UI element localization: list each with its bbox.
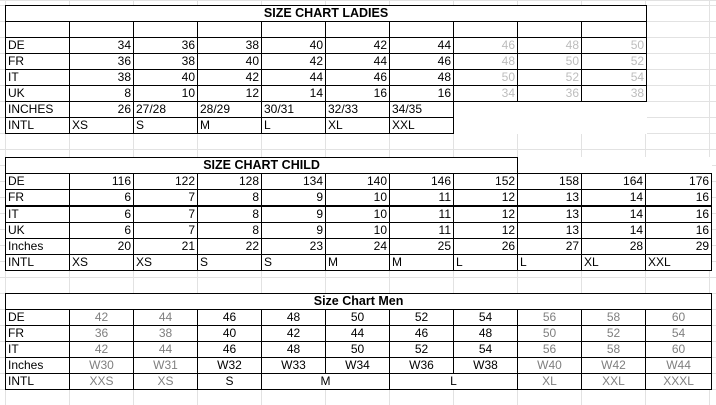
table-row: [6, 206, 712, 223]
cell[interactable]: W44: [646, 358, 712, 374]
cell[interactable]: 16: [326, 86, 390, 102]
cell[interactable]: XXL: [582, 374, 646, 390]
table-row: [6, 310, 712, 326]
men-title: Size Chart Men: [6, 294, 712, 310]
cell[interactable]: 13: [518, 223, 582, 239]
cell[interactable]: 50: [518, 326, 582, 342]
cell[interactable]: 42: [262, 326, 326, 342]
table-row: [6, 255, 712, 271]
cell[interactable]: 46: [390, 326, 454, 342]
row-label[interactable]: Inches: [6, 358, 70, 374]
cell[interactable]: 60: [646, 342, 712, 358]
cell[interactable]: 46: [198, 310, 262, 326]
cell[interactable]: 40: [262, 38, 326, 54]
cell[interactable]: 21: [134, 239, 198, 255]
row-label[interactable]: INTL: [6, 374, 70, 390]
cell[interactable]: 8: [198, 190, 262, 207]
cell[interactable]: 44: [390, 38, 454, 54]
child-title: SIZE CHART CHILD: [6, 158, 518, 174]
cell[interactable]: M: [262, 374, 390, 390]
cell[interactable]: 23: [262, 239, 326, 255]
empty-cells: [518, 158, 712, 174]
cell[interactable]: XL: [582, 255, 646, 271]
cell[interactable]: L: [454, 255, 518, 271]
cell[interactable]: 16: [646, 223, 712, 239]
ladies-size-table: [5, 5, 647, 134]
cell[interactable]: XS: [70, 118, 134, 134]
cell[interactable]: 28: [582, 239, 646, 255]
cell[interactable]: 27/28: [134, 102, 198, 118]
cell[interactable]: 38: [198, 38, 262, 54]
cell[interactable]: W34: [326, 358, 390, 374]
cell[interactable]: 9: [262, 206, 326, 223]
cell[interactable]: 54: [454, 342, 518, 358]
cell[interactable]: 40: [198, 326, 262, 342]
empty-cells: [454, 102, 647, 118]
cell[interactable]: 48: [518, 38, 582, 54]
cell[interactable]: 10: [326, 206, 390, 223]
cell[interactable]: 20: [70, 239, 134, 255]
cell[interactable]: 13: [518, 206, 582, 223]
row-label[interactable]: INCHES: [6, 102, 70, 118]
cell[interactable]: 30/31: [262, 102, 326, 118]
cell[interactable]: [198, 22, 262, 38]
cell[interactable]: 42: [198, 70, 262, 86]
cell[interactable]: 9: [262, 190, 326, 207]
cell[interactable]: L: [262, 118, 326, 134]
cell[interactable]: 38: [582, 86, 647, 102]
cell[interactable]: 52: [582, 326, 646, 342]
cell[interactable]: 60: [646, 310, 712, 326]
cell[interactable]: 36: [70, 54, 134, 70]
cell[interactable]: 11: [390, 223, 454, 239]
cell[interactable]: 128: [198, 174, 262, 190]
cell[interactable]: 42: [70, 342, 134, 358]
cell[interactable]: 12: [454, 190, 518, 207]
table-row: [6, 342, 712, 358]
cell[interactable]: 164: [582, 174, 646, 190]
cell[interactable]: [6, 22, 70, 38]
cell[interactable]: 44: [262, 70, 326, 86]
cell[interactable]: M: [198, 118, 262, 134]
cell[interactable]: 7: [134, 190, 198, 207]
cell[interactable]: 8: [198, 223, 262, 239]
cell[interactable]: 58: [582, 342, 646, 358]
cell[interactable]: 50: [518, 54, 582, 70]
cell[interactable]: M: [390, 255, 454, 271]
cell[interactable]: 48: [454, 326, 518, 342]
row-label[interactable]: UK: [6, 223, 70, 239]
table-row: [6, 374, 712, 390]
row-label[interactable]: FR: [6, 326, 70, 342]
cell[interactable]: 48: [454, 54, 518, 70]
cell[interactable]: 9: [262, 223, 326, 239]
cell[interactable]: 40: [198, 54, 262, 70]
cell[interactable]: 146: [390, 174, 454, 190]
table-row: [6, 118, 647, 134]
cell[interactable]: 176: [646, 174, 712, 190]
cell[interactable]: M: [326, 255, 390, 271]
cell[interactable]: 42: [70, 310, 134, 326]
cell[interactable]: 46: [454, 38, 518, 54]
cell[interactable]: 28/29: [198, 102, 262, 118]
cell[interactable]: 46: [390, 54, 454, 70]
cell[interactable]: 16: [390, 86, 454, 102]
cell[interactable]: S: [134, 118, 198, 134]
cell[interactable]: W38: [454, 358, 518, 374]
cell[interactable]: 56: [518, 310, 582, 326]
table-row: [6, 86, 647, 102]
cell[interactable]: 7: [134, 223, 198, 239]
cell[interactable]: 44: [326, 54, 390, 70]
cell[interactable]: 54: [454, 310, 518, 326]
cell[interactable]: 38: [134, 54, 198, 70]
table-row: [6, 239, 712, 255]
cell[interactable]: 52: [582, 54, 647, 70]
cell[interactable]: 24: [326, 239, 390, 255]
cell[interactable]: 6: [70, 223, 134, 239]
cell[interactable]: L: [518, 255, 582, 271]
cell[interactable]: 50: [454, 70, 518, 86]
cell[interactable]: 26: [454, 239, 518, 255]
cell[interactable]: 10: [134, 86, 198, 102]
row-label[interactable]: Inches: [6, 239, 70, 255]
cell[interactable]: 8: [198, 206, 262, 223]
row-label[interactable]: DE: [6, 38, 70, 54]
cell[interactable]: 50: [326, 310, 390, 326]
row-label[interactable]: FR: [6, 54, 70, 70]
cell[interactable]: 14: [262, 86, 326, 102]
cell[interactable]: 34/35: [390, 102, 454, 118]
cell[interactable]: 44: [134, 310, 198, 326]
cell[interactable]: 36: [134, 38, 198, 54]
cell[interactable]: XXL: [646, 255, 712, 271]
cell[interactable]: 48: [390, 70, 454, 86]
cell[interactable]: [518, 22, 582, 38]
cell[interactable]: 13: [518, 190, 582, 207]
cell[interactable]: 134: [262, 174, 326, 190]
cell[interactable]: 16: [646, 206, 712, 223]
cell[interactable]: 14: [582, 206, 646, 223]
cell[interactable]: 152: [454, 174, 518, 190]
table-row: [6, 102, 647, 118]
cell[interactable]: S: [198, 374, 262, 390]
cell[interactable]: XS: [134, 255, 198, 271]
cell[interactable]: 140: [326, 174, 390, 190]
cell[interactable]: [70, 22, 134, 38]
cell[interactable]: W36: [390, 358, 454, 374]
cell[interactable]: S: [198, 255, 262, 271]
cell[interactable]: 46: [326, 70, 390, 86]
cell[interactable]: 44: [326, 326, 390, 342]
cell[interactable]: W40: [518, 358, 582, 374]
cell[interactable]: 50: [582, 38, 647, 54]
cell[interactable]: [390, 22, 454, 38]
cell[interactable]: 58: [582, 310, 646, 326]
cell[interactable]: 34: [454, 86, 518, 102]
table-row: [6, 223, 712, 239]
empty-cells: [454, 118, 647, 134]
row-label[interactable]: IT: [6, 342, 70, 358]
cell[interactable]: 38: [134, 326, 198, 342]
cell[interactable]: XL: [518, 374, 582, 390]
cell[interactable]: 12: [454, 206, 518, 223]
cell[interactable]: 52: [518, 70, 582, 86]
table-row: [6, 326, 712, 342]
cell[interactable]: 22: [198, 239, 262, 255]
cell[interactable]: 34: [70, 38, 134, 54]
cell[interactable]: 16: [646, 190, 712, 207]
cell[interactable]: 7: [134, 206, 198, 223]
cell[interactable]: 158: [518, 174, 582, 190]
cell[interactable]: 36: [518, 86, 582, 102]
ladies-title: SIZE CHART LADIES: [6, 6, 647, 22]
cell[interactable]: 54: [646, 326, 712, 342]
cell[interactable]: 122: [134, 174, 198, 190]
cell[interactable]: 40: [134, 70, 198, 86]
table-row: [6, 70, 647, 86]
cell[interactable]: XXL: [390, 118, 454, 134]
table-row: [6, 174, 712, 190]
row-label[interactable]: INTL: [6, 118, 70, 134]
cell[interactable]: 52: [390, 310, 454, 326]
cell[interactable]: 26: [70, 102, 134, 118]
cell[interactable]: 6: [70, 190, 134, 207]
table-row: [6, 358, 712, 374]
row-label[interactable]: DE: [6, 174, 70, 190]
row-label[interactable]: FR: [6, 190, 70, 207]
cell[interactable]: XS: [70, 255, 134, 271]
cell[interactable]: 48: [262, 310, 326, 326]
cell[interactable]: [326, 22, 390, 38]
cell[interactable]: W30: [70, 358, 134, 374]
cell[interactable]: 38: [70, 70, 134, 86]
table-row: [6, 190, 712, 207]
cell[interactable]: 116: [70, 174, 134, 190]
table-row: [6, 54, 647, 70]
cell[interactable]: 27: [518, 239, 582, 255]
cell[interactable]: XXXL: [646, 374, 712, 390]
table-row: [6, 38, 647, 54]
cell[interactable]: W33: [262, 358, 326, 374]
cell[interactable]: 42: [326, 38, 390, 54]
men-size-table: [5, 293, 712, 390]
cell[interactable]: 10: [326, 190, 390, 207]
cell[interactable]: 48: [262, 342, 326, 358]
cell[interactable]: XL: [326, 118, 390, 134]
cell[interactable]: [134, 22, 198, 38]
cell[interactable]: 42: [262, 54, 326, 70]
row-label[interactable]: INTL: [6, 255, 70, 271]
cell[interactable]: 29: [646, 239, 712, 255]
cell[interactable]: S: [262, 255, 326, 271]
cell[interactable]: 6: [70, 206, 134, 223]
cell[interactable]: 54: [582, 70, 647, 86]
cell[interactable]: 11: [390, 190, 454, 207]
cell[interactable]: 36: [70, 326, 134, 342]
cell[interactable]: 32/33: [326, 102, 390, 118]
cell[interactable]: [582, 22, 647, 38]
row-label[interactable]: UK: [6, 86, 70, 102]
cell[interactable]: 25: [390, 239, 454, 255]
cell[interactable]: 56: [518, 342, 582, 358]
cell[interactable]: 44: [134, 342, 198, 358]
cell[interactable]: 14: [582, 190, 646, 207]
row-label[interactable]: DE: [6, 310, 70, 326]
cell[interactable]: 50: [326, 342, 390, 358]
cell[interactable]: L: [390, 374, 518, 390]
cell[interactable]: 10: [326, 223, 390, 239]
cell[interactable]: 12: [198, 86, 262, 102]
cell[interactable]: 52: [390, 342, 454, 358]
cell[interactable]: [262, 22, 326, 38]
cell[interactable]: [454, 22, 518, 38]
cell[interactable]: 8: [70, 86, 134, 102]
cell[interactable]: W32: [198, 358, 262, 374]
cell[interactable]: W31: [134, 358, 198, 374]
cell[interactable]: 12: [454, 223, 518, 239]
cell[interactable]: 14: [582, 223, 646, 239]
cell[interactable]: W42: [582, 358, 646, 374]
row-label[interactable]: IT: [6, 206, 70, 223]
cell[interactable]: XS: [134, 374, 198, 390]
row-label[interactable]: IT: [6, 70, 70, 86]
cell[interactable]: 46: [198, 342, 262, 358]
cell[interactable]: XXS: [70, 374, 134, 390]
cell[interactable]: 11: [390, 206, 454, 223]
child-size-table: [5, 157, 712, 271]
